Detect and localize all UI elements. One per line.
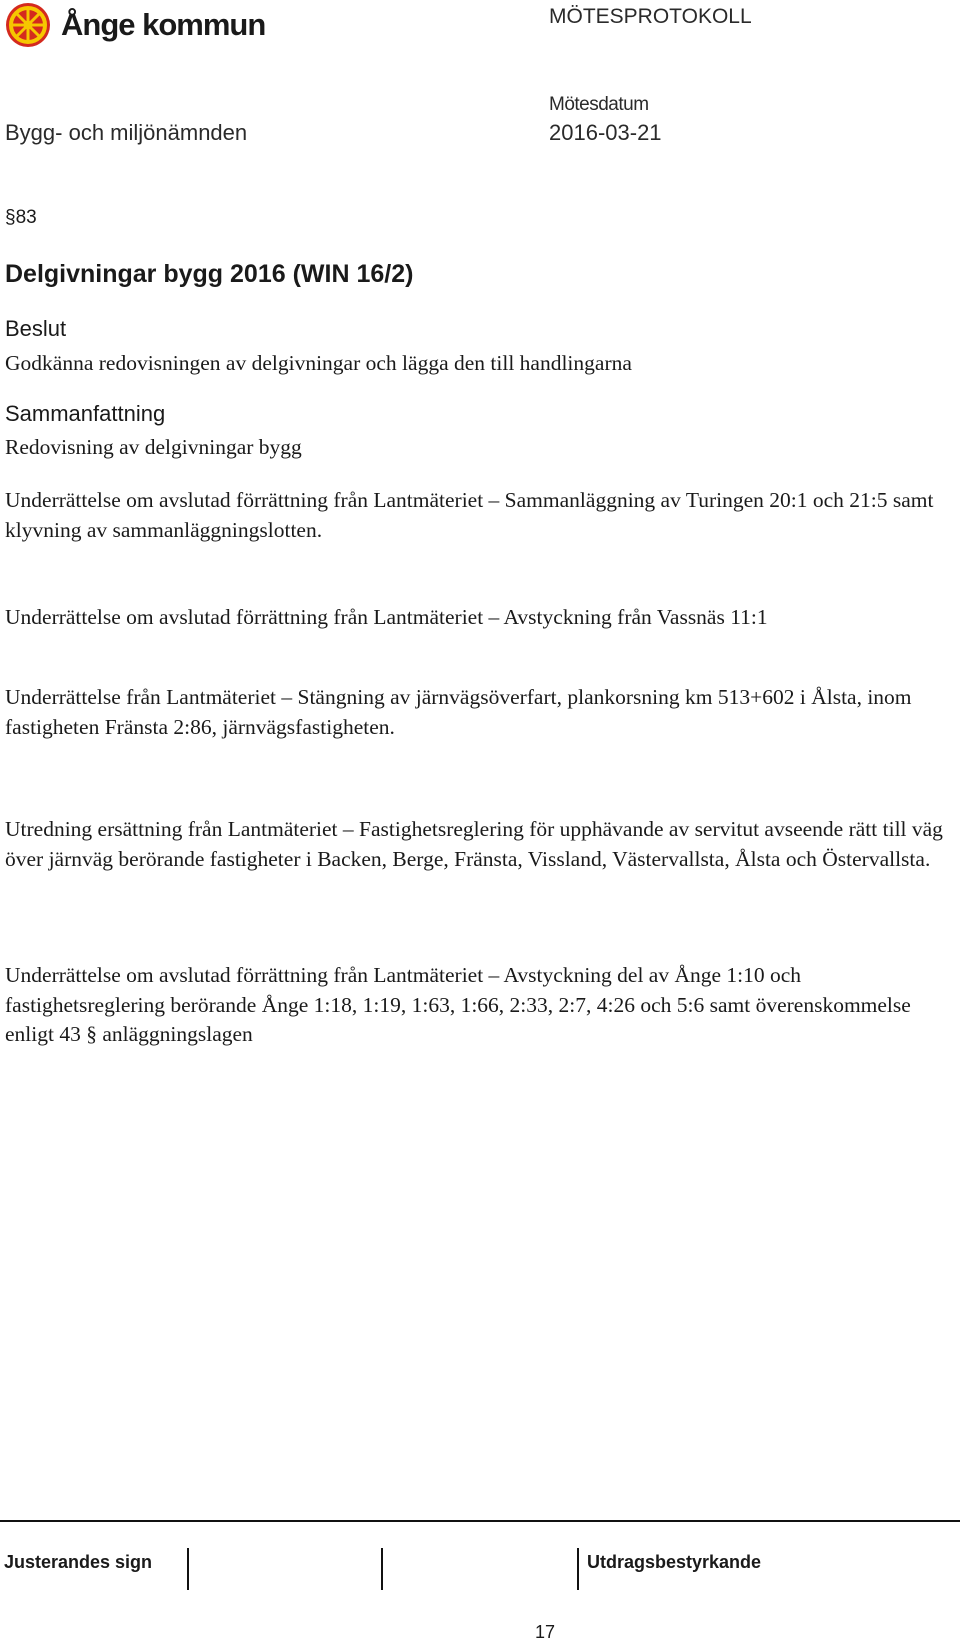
committee-name: Bygg- och miljönämnden [5, 120, 248, 145]
list-item: Underrättelse om avslutad förrättning från Lantmäteriet – Avstyckning från Vassnäs 11:1 [5, 605, 768, 629]
paragraph-number: §83 [5, 207, 37, 228]
decision-text: Godkänna redovisningen av delgivningar och lägga den till handlingarna [5, 351, 632, 375]
page-number: 17 [535, 1622, 556, 1642]
decision-heading: Beslut [5, 316, 67, 341]
meeting-date: 2016-03-21 [549, 120, 662, 145]
signature-box-divider [187, 1548, 189, 1590]
logo-text: Ånge kommun [61, 7, 266, 42]
coat-of-arms-wheel-icon [5, 2, 51, 48]
section-title: Delgivningar bygg 2016 (WIN 16/2) [5, 260, 414, 288]
meeting-date-label: Mötesdatum [549, 94, 649, 115]
list-item: Underrättelse om avslutad förrättning från Lantmäteriet – Sammanläggning av Turingen 20:1 och 21:5 samt klyvning av sammanläggningslotten. [5, 488, 934, 542]
list-item: Utredning ersättning från Lantmäteriet – Fastighetsreglering för upphävande av servitut avseende rätt till väg över järnväg berörande fastigheter i Backen, Berge, Fränsta, Vissland, Västervallsta, Ålsta och Östervallsta. [5, 817, 943, 871]
list-item: Underrättelse från Lantmäteriet – Stängning av järnvägsöverfart, plankorsning km 513+602 i Ålsta, inom fastigheten Fränsta 2:86, järnvägsfastigheten. [5, 685, 912, 739]
document-type: MÖTESPROTOKOLL [549, 5, 752, 28]
signature-box-divider [381, 1548, 383, 1590]
list-item: Underrättelse om avslutad förrättning från Lantmäteriet – Avstyckning del av Ånge 1:10 och fastighetsreglering berörande Ånge 1:18, 1:19, 1:63, 1:66, 2:33, 2:7, 4:26 och 5:6 samt överenskommelse enligt 43 § anläggningslagen [5, 963, 911, 1046]
signer-label: Justerandes sign [4, 1552, 153, 1572]
signature-box-divider [577, 1548, 579, 1590]
municipality-logo [5, 2, 265, 48]
summary-heading: Sammanfattning [5, 401, 166, 426]
summary-intro: Redovisning av delgivningar bygg [5, 435, 302, 459]
extract-label: Utdragsbestyrkande [587, 1552, 762, 1572]
footer-divider [0, 1520, 960, 1522]
